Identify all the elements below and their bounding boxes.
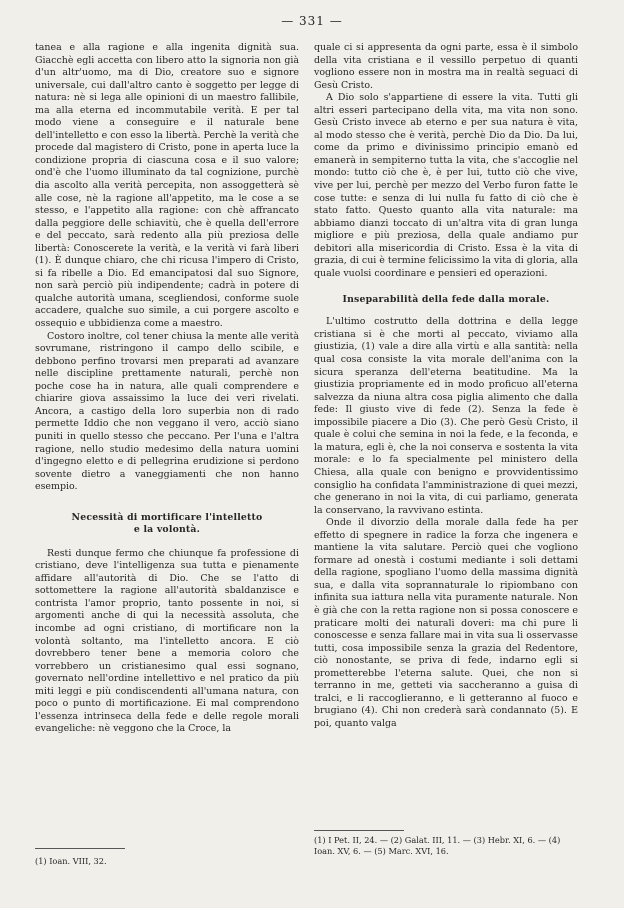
- footnote-left: (1) Ioan. VIII, 32.: [35, 856, 107, 866]
- footnote-divider-right: [314, 830, 404, 831]
- left-column: [35, 42, 299, 736]
- footnote-right: (1) I Pet. II, 24. — (2) Galat. III, 11. — (3) Hebr. XI, 6. — (4) Ioan. XV, 6. — (5) Marc. XVI, 16.: [314, 835, 561, 856]
- right-paragraph-3: L'ultimo costrutto della dottrina e della legge cristiana si è che morti al peccato, viviamo alla giustizia, (1) vale a dire alla virtù e alla santità: nella qual cosa consiste la vita morale dell'anima con la sicura speranza dell'eterna beatitudine. Ma la giustizia propriamente ed in modo proficuo all'eterna salvezza da niuna altra cosa piglia alimento che dalla fede: Il giusto vive di fede (2). Senza la fede è impossibile piacere a Dio (3). Che però Gesù Cristo, il quale è colui che semina in noi la fede, e la feconda, e la matura, egli è, che la noi conserva e sostenta la vita morale: e lo fa specialmente pel ministero della Chiesa, alla quale con benigno e provvidentissimo consiglio ha confidata l'amministrazione di quei mezzi, che generano in noi la vita, di cui parliamo, generata la conservano, la ravvivano estinta.: [314, 316, 578, 516]
- footnote-divider-left: [35, 848, 125, 849]
- left-paragraph-3: Resti dunque fermo che chiunque fa professione di cristiano, deve l'intelligenza sua tutta e pienamente affidare all'autorità di Dio. Che se l'atto di sottomettere la ragione all'autorità sbaldanzisce e contrista l'amor proprio, tanto possente in noi, si argomenti anche di qui la necessità assoluta, che incombe ad ogni cristiano, di mortificare non la volontà soltanto, ma l'intelletto ancora. E ciò dovrebbero tener bene a memoria coloro che vorrebbero un cristianesimo qual essi sognano, governato nell'ordine intellettivo e nel pratico da più miti leggi e più condiscendenti all'umana natura, con poco o punto di mortificazione. Ei mal comprendono l'essenza intrinseca della fede e delle regole morali evangeliche: nè veggono che la Croce, la: [35, 547, 299, 735]
- right-paragraph-2: A Dio solo s'appartiene di essere la vita. Tutti gli altri esseri partecipano della vita, ma vita non sono. Gesù Cristo invece ab eterno e per sua natura è vita, al modo stesso che è verità, perchè Dio da Dio. Da lui, come da primo e divinissimo principio emanò ed emanerà in sempiterno tutta la vita, che s'accoglie nel mondo: tutto ciò che è, è per lui, tutto ciò che vive, vive per lui, perchè per mezzo del Verbo furon fatte le cose tutte: e senza di lui nulla fu fatto di ciò che è stato fatto. Questo quanto alla vita naturale: ma abbiamo dianzi toccato di un'altra vita di gran lunga migliore e più preziosa, della quale andiamo pur debitori alla misericordia di Cristo. Essa è la vita di grazia, di cui è termine felicissimo la vita di gloria, alla quale vuolsi coordinare e pensieri ed operazioni.: [314, 92, 578, 279]
- page-number: — 331 —: [281, 14, 343, 28]
- section-heading-mortification: [35, 512, 299, 536]
- heading-line-2: e la volontà.: [133, 523, 201, 535]
- right-column: [314, 42, 578, 730]
- heading-line-1: Necessità di mortificare l'intelletto: [71, 511, 263, 523]
- section-heading-faith-morals: Inseparabilità della fede dalla morale.: [342, 294, 550, 306]
- right-paragraph-4: Onde il divorzio della morale dalla fede ha per effetto di spegnere in radice la forza che ingenera e mantiene la vita salutare. Perciò quei che vogliono formare ad onestà i costumi mediante i soli dettami della ragione, spogliano l'uomo della massima dignità sua, e dalla vita soprannaturale lo ripiombano con infinita sua iattura nella vita puramente naturale. Non è già che con la retta ragione non si possa conoscere e praticare molti dei naturali doveri: ma chi pure li conoscesse e senza fallare mai in vita sua li osservasse tutti, cosa impossibile senza la grazia del Redentore, ciò nonostante, se priva di fede, indarno egli si prometterebbe l'eterna salute. Quei, che non si terranno in me, getteti via saccheranno a guisa di tralci, e li raccoglieranno, e li getteranno al fuoco e brugiano (4). Chi non crederà sarà condannato (5). E poi, quanto valga: [314, 517, 578, 729]
- left-paragraph-2: Costoro inoltre, col tener chiusa la mente alle verità sovrumane, ristringono il campo dello scibile, e debbono perfino trovarsi men preparati ad avanzare nelle discipline prettamente naturali, perchè non poche cose ha in natura, alle quali comprendere e chiarire giova assaissimo la luce dei veri rivelati. Ancora, a castigo della loro superbia non di rado permette Iddio che non veggano il vero, acciò siano puniti in quello stesso che peccano. Per l'una e l'altra ragione, nello studio medesimo della natura uomini d'ingegno eletto e di pellegrina erudizione si perdono sovente dietro a vaneggiamenti che non hanno esempio.: [35, 330, 299, 493]
- left-paragraph-1: tanea e alla ragione e alla ingenita dignità sua. Giacchè egli accetta con libero atto la signoria non già d'un altr'uomo, ma di Dio, creatore suo e signore universale, cui dall'altro canto è soggetto per legge di natura: nè si lega alle opinioni di un maestro fallibile, ma alla eterna ed incommutabile verità. E per tal modo viene a conseguire e il naturale bene dell'intelletto e con esso la libertà. Perchè la verità che procede dal magistero di Cristo, pone in aperta luce la condizione propria di ciascuna cosa e il suo valore; ond'è che l'uomo illuminato da tal cognizione, purchè dia ascolto alla verità percepita, non assoggetterà sè alle cose, nè la ragione all'appetito, ma le cose a se stesso, e l'appetito alla ragione: con chè affrancato dalla peggiore delle schiavitù, che è quella dell'errore e del peccato, sarà redento alla più preziosa delle libertà: Conoscerete la verità, e la verità vi farà liberi (1). È dunque chiaro, che chi ricusa l'impero di Cristo, si fa ribelle a Dio. Ed emancipatosi dal suo Signore, non sarà perciò più indipendente; cadrà in potere di qualche autorità umana, scegliendosi, conforme suole accadere, qualche suo simile, a cui porgere ascolto e ossequio e ubbidienza come a maestro.: [35, 42, 299, 330]
- right-paragraph-1: quale ci si appresenta da ogni parte, essa è il simbolo della vita cristiana e il vessillo perpetuo di quanti vogliono essere non in mostra ma in realtà seguaci di Gesù Cristo.: [314, 42, 578, 91]
